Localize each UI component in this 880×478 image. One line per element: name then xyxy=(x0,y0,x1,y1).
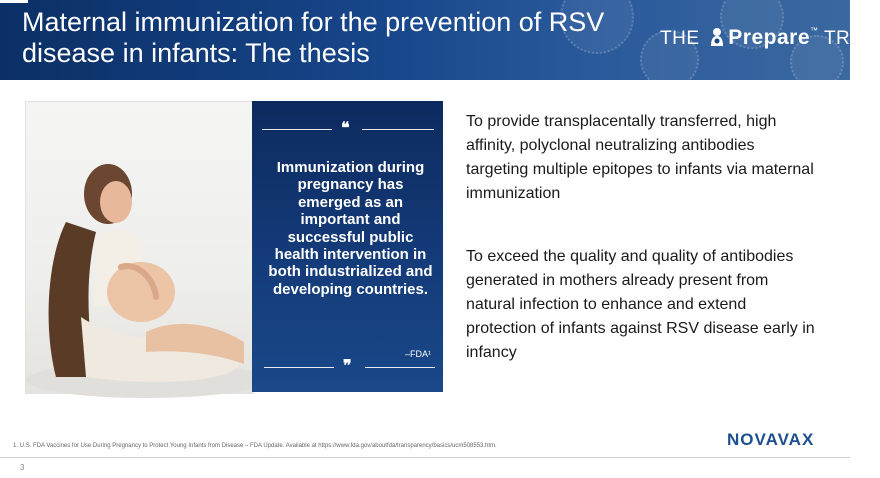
mother-child-icon xyxy=(709,27,725,47)
quote-divider xyxy=(264,367,334,368)
quote-divider xyxy=(362,129,434,130)
brand-name: Prepare xyxy=(728,26,810,49)
open-quote-icon: ❝ xyxy=(341,118,350,137)
pregnant-woman-photo xyxy=(25,101,254,394)
quote-source: –FDA¹ xyxy=(404,349,431,359)
thesis-paragraph-2: To exceed the quality and quality of antibodies generated in mothers already present from natural infection to enhance and extend protection of infants against RSV disease early in infancy xyxy=(466,248,815,361)
slide-title: Maternal immunization for the prevention of RSV disease in infants: The thesis xyxy=(22,7,605,68)
pregnant-woman-illustration xyxy=(26,102,253,393)
quote-divider xyxy=(262,129,332,130)
corner-accent xyxy=(0,0,28,3)
page-number: 3 xyxy=(20,463,25,472)
footnote: 1. U.S. FDA Vaccines for Use During Pregnancy to Protect Young Infants from Disease – FDA Update. Available at https://www.fda.gov/aboutfda/transparency/basics/ucm508553.htm. xyxy=(13,443,497,449)
quote-divider xyxy=(365,367,435,368)
title-banner xyxy=(0,0,880,80)
brand-trademark: ™ xyxy=(810,26,819,35)
novavax-logo: NOVAVAX xyxy=(727,430,815,449)
brand-suffix: TRIAL xyxy=(823,28,880,49)
brand-prefix: THE xyxy=(660,28,700,49)
fda-quote-box xyxy=(252,101,443,392)
thesis-paragraph-1: To provide transplacentally transferred, high affinity, polyclonal neutralizing antibodies targeting multiple epitopes to infants via maternal immunization xyxy=(466,113,814,202)
footer-divider xyxy=(0,457,850,458)
quote-text: Immunization during pregnancy has emerged as an important and successful public health intervention in both industrialized and developing countries. xyxy=(268,159,433,298)
prepare-trial-brand xyxy=(660,26,880,50)
close-quote-icon: ❞ xyxy=(343,356,352,375)
